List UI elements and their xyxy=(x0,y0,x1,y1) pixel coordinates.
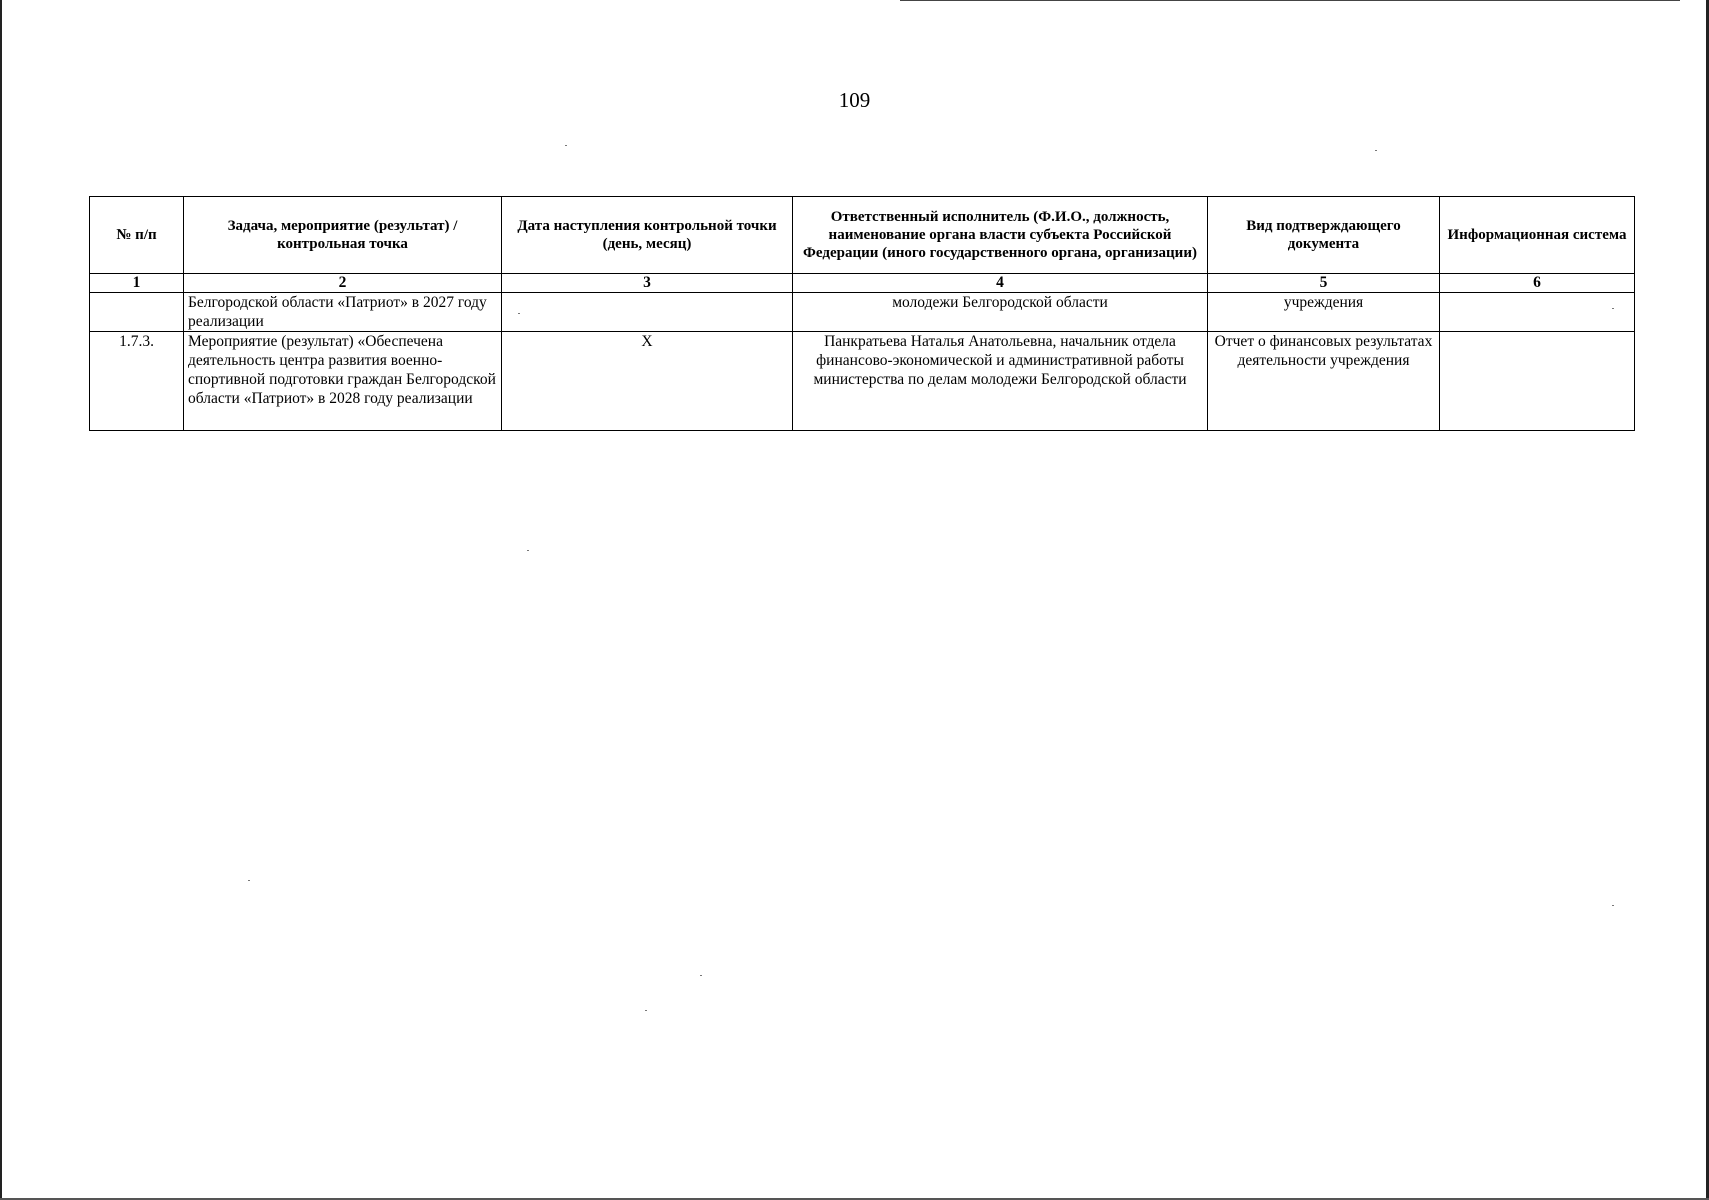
page-number: 109 xyxy=(838,88,871,112)
table-header-row xyxy=(90,197,1635,274)
page-edge-left xyxy=(0,0,2,1200)
cell-document: учреждения xyxy=(1208,293,1440,332)
scan-speck xyxy=(700,975,702,976)
cell-task: Мероприятие (результат) «Обеспечена деятельность центра развития военно-спортивной подготовки граждан Белгородской области «Патриот» в 2028 году реализации xyxy=(184,332,502,431)
header-system: Информационная система xyxy=(1440,197,1635,274)
column-number: 3 xyxy=(502,274,793,293)
cell-date: Х xyxy=(502,332,793,431)
scan-speck xyxy=(527,550,529,551)
control-points-table xyxy=(89,196,1635,431)
cell-system xyxy=(1440,332,1635,431)
header-number: № п/п xyxy=(90,197,184,274)
scan-speck xyxy=(1612,308,1614,309)
cell-executor: молодежи Белгородской области xyxy=(793,293,1208,332)
scan-speck xyxy=(1375,150,1377,151)
cell-task: Белгородской области «Патриот» в 2027 году реализации xyxy=(184,293,502,332)
scan-speck xyxy=(565,145,567,146)
column-number: 5 xyxy=(1208,274,1440,293)
table-row xyxy=(90,332,1635,431)
cell-document: Отчет о финансовых результатах деятельности учреждения xyxy=(1208,332,1440,431)
scan-speck xyxy=(248,880,250,881)
cell-number: 1.7.3. xyxy=(90,332,184,431)
column-number: 1 xyxy=(90,274,184,293)
page-edge-top xyxy=(900,0,1680,1)
scan-speck xyxy=(518,313,520,314)
column-number: 6 xyxy=(1440,274,1635,293)
header-document: Вид подтверждающего документа xyxy=(1208,197,1440,274)
cell-executor: Панкратьева Наталья Анатольевна, начальник отдела финансово-экономической и административной работы министерства по делам молодежи Белгородской области xyxy=(793,332,1208,431)
header-executor: Ответственный исполнитель (Ф.И.О., должность, наименование органа власти субъекта Российской Федерации (иного государственного органа, организации) xyxy=(793,197,1208,274)
column-numbers-row xyxy=(90,274,1635,293)
header-task: Задача, мероприятие (результат) / контрольная точка xyxy=(184,197,502,274)
column-number: 2 xyxy=(184,274,502,293)
scan-speck xyxy=(645,1010,647,1011)
header-date: Дата наступления контрольной точки (день, месяц) xyxy=(502,197,793,274)
column-number: 4 xyxy=(793,274,1208,293)
cell-system xyxy=(1440,293,1635,332)
table-row xyxy=(90,293,1635,332)
scan-speck xyxy=(1612,905,1614,906)
cell-date xyxy=(502,293,793,332)
cell-number xyxy=(90,293,184,332)
